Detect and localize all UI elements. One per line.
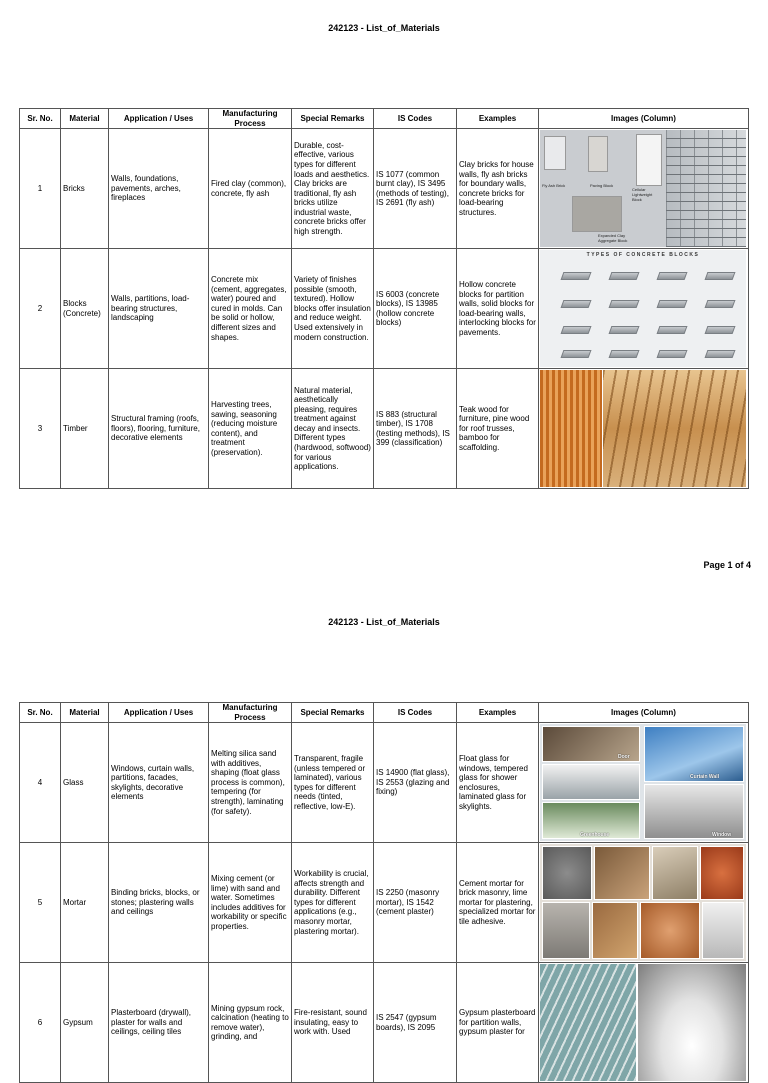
cell-application: Binding bricks, blocks, or stones; plastering walls and ceilings (109, 843, 209, 963)
cell-application: Walls, partitions, load-bearing structures, landscaping (109, 249, 209, 369)
header-sr-no: Sr. No. (20, 703, 61, 723)
cell-manufacturing: Melting silica sand with additives, shaping (float glass process is common), tempering (for strength), laminating (for safety). (209, 723, 292, 843)
cell-material: Glass (61, 723, 109, 843)
cell-application: Plasterboard (drywall), plaster for walls and ceilings, ceiling tiles (109, 963, 209, 1083)
table-row (20, 723, 749, 843)
cell-application: Walls, foundations, pavements, arches, fireplaces (109, 129, 209, 249)
cell-material: Gypsum (61, 963, 109, 1083)
materials-table (19, 108, 749, 489)
cell-manufacturing: Fired clay (common), concrete, fly ash (209, 129, 292, 249)
glass-label-greenhouse: Greenhouse (580, 832, 610, 839)
cell-manufacturing: Harvesting trees, sawing, seasoning (reducing moisture content), and treatment (preservation). (209, 369, 292, 489)
cell-sr-no: 1 (20, 129, 61, 249)
header-examples: Examples (457, 703, 539, 723)
cell-manufacturing: Concrete mix (cement, aggregates, water) poured and cured in molds. Can be solid or hollow, different sizes and shapes. (209, 249, 292, 369)
cell-images (539, 129, 749, 249)
document-page-2 (0, 594, 768, 1042)
header-manufacturing: Manufacturing Process (209, 109, 292, 129)
glass-label-window: Window (712, 832, 732, 839)
cell-images (539, 723, 749, 843)
cell-is-codes: IS 2547 (gypsum boards), IS 2095 (374, 963, 457, 1083)
cell-remarks: Variety of finishes possible (smooth, textured). Hollow blocks offer insulation and reduce weight. Used extensively in modern construction. (292, 249, 374, 369)
brick-label-cellular: Cellular Lightweight Block (632, 187, 653, 202)
cell-examples: Clay bricks for house walls, fly ash bricks for boundary walls, concrete bricks for load-bearing structures. (457, 129, 539, 249)
cell-manufacturing: Mixing cement (or lime) with sand and water. Sometimes includes additives for workability or specific properties. (209, 843, 292, 963)
cell-remarks: Durable, cost-effective, various types for different loads and aesthetics. Clay bricks are traditional, fly ash bricks utilize industrial waste, concrete bricks offer high strength. (292, 129, 374, 249)
cell-remarks: Transparent, fragile (unless tempered or laminated), various types for different needs (tinted, reflective, low-E). (292, 723, 374, 843)
table-row (20, 129, 749, 249)
document-title: 242123 - List_of_Materials (328, 617, 440, 627)
cell-is-codes: IS 14900 (flat glass), IS 2553 (glazing and fixing) (374, 723, 457, 843)
table-header-row (20, 109, 749, 129)
cell-material: Timber (61, 369, 109, 489)
header-images: Images (Column) (539, 109, 749, 129)
cell-is-codes: IS 883 (structural timber), IS 1708 (testing methods), IS 399 (classification) (374, 369, 457, 489)
glass-label-door: Door (618, 754, 630, 761)
table-row (20, 249, 749, 369)
brick-label-expanded-clay: Expanded Clay Aggregate Block (598, 233, 628, 243)
cell-examples: Hollow concrete blocks for partition walls, solid blocks for load-bearing walls, interlocking blocks for pavements. (457, 249, 539, 369)
header-application: Application / Uses (109, 109, 209, 129)
header-remarks: Special Remarks (292, 703, 374, 723)
cell-sr-no: 2 (20, 249, 61, 369)
gypsum-image (540, 964, 746, 1081)
glass-label-curtain-wall: Curtain Wall (690, 774, 719, 781)
cell-remarks: Fire-resistant, sound insulating, easy to work with. Used (292, 963, 374, 1083)
materials-table (19, 702, 749, 1083)
cell-application: Windows, curtain walls, partitions, facades, skylights, decorative elements (109, 723, 209, 843)
header-images: Images (Column) (539, 703, 749, 723)
document-title: 242123 - List_of_Materials (328, 23, 440, 33)
cell-examples: Cement mortar for brick masonry, lime mortar for plastering, specialized mortar for tile adhesive. (457, 843, 539, 963)
cell-examples: Teak wood for furniture, pine wood for roof trusses, bamboo for scaffolding. (457, 369, 539, 489)
cell-images (539, 249, 749, 369)
table-row (20, 369, 749, 489)
concrete-blocks-image (540, 250, 746, 367)
cell-examples: Float glass for windows, tempered glass for shower enclosures, laminated glass for skylights. (457, 723, 539, 843)
cell-sr-no: 6 (20, 963, 61, 1083)
header-is-codes: IS Codes (374, 703, 457, 723)
brick-label-fly-ash: Fly Ash Brick (542, 183, 566, 189)
table-row (20, 963, 749, 1083)
header-is-codes: IS Codes (374, 109, 457, 129)
cell-manufacturing: Mining gypsum rock, calcination (heating to remove water), grinding, and (209, 963, 292, 1083)
header-material: Material (61, 703, 109, 723)
cell-application: Structural framing (roofs, floors), flooring, furniture, decorative elements (109, 369, 209, 489)
cell-is-codes: IS 2250 (masonry mortar), IS 1542 (cement plaster) (374, 843, 457, 963)
cell-remarks: Natural material, aesthetically pleasing, requires treatment against decay and insects. Different types (hardwood, softwood) for various applications. (292, 369, 374, 489)
timber-image (540, 370, 746, 487)
glass-image (540, 724, 746, 841)
header-examples: Examples (457, 109, 539, 129)
cell-is-codes: IS 6003 (concrete blocks), IS 13985 (hollow concrete blocks) (374, 249, 457, 369)
concrete-blocks-image-title: TYPES OF CONCRETE BLOCKS (586, 252, 700, 259)
cell-images (539, 369, 749, 489)
page-number: Page 1 of 4 (703, 560, 751, 570)
cell-images (539, 843, 749, 963)
cell-images (539, 963, 749, 1083)
cell-is-codes: IS 1077 (common burnt clay), IS 3495 (methods of testing), IS 2691 (fly ash) (374, 129, 457, 249)
cell-sr-no: 3 (20, 369, 61, 489)
cell-material: Bricks (61, 129, 109, 249)
header-application: Application / Uses (109, 703, 209, 723)
cell-material: Blocks (Concrete) (61, 249, 109, 369)
table-row (20, 843, 749, 963)
cell-remarks: Workability is crucial, affects strength and durability. Different types for different applications (e.g., masonry mortar, plastering mortar). (292, 843, 374, 963)
cell-examples: Gypsum plasterboard for partition walls, gypsum plaster for (457, 963, 539, 1083)
cell-sr-no: 5 (20, 843, 61, 963)
brick-label-paving: Paving Block (590, 183, 614, 189)
header-remarks: Special Remarks (292, 109, 374, 129)
header-manufacturing: Manufacturing Process (209, 703, 292, 723)
header-material: Material (61, 109, 109, 129)
table-header-row (20, 703, 749, 723)
bricks-image (540, 130, 746, 247)
cell-sr-no: 4 (20, 723, 61, 843)
header-sr-no: Sr. No. (20, 109, 61, 129)
mortar-image (540, 844, 746, 961)
cell-material: Mortar (61, 843, 109, 963)
